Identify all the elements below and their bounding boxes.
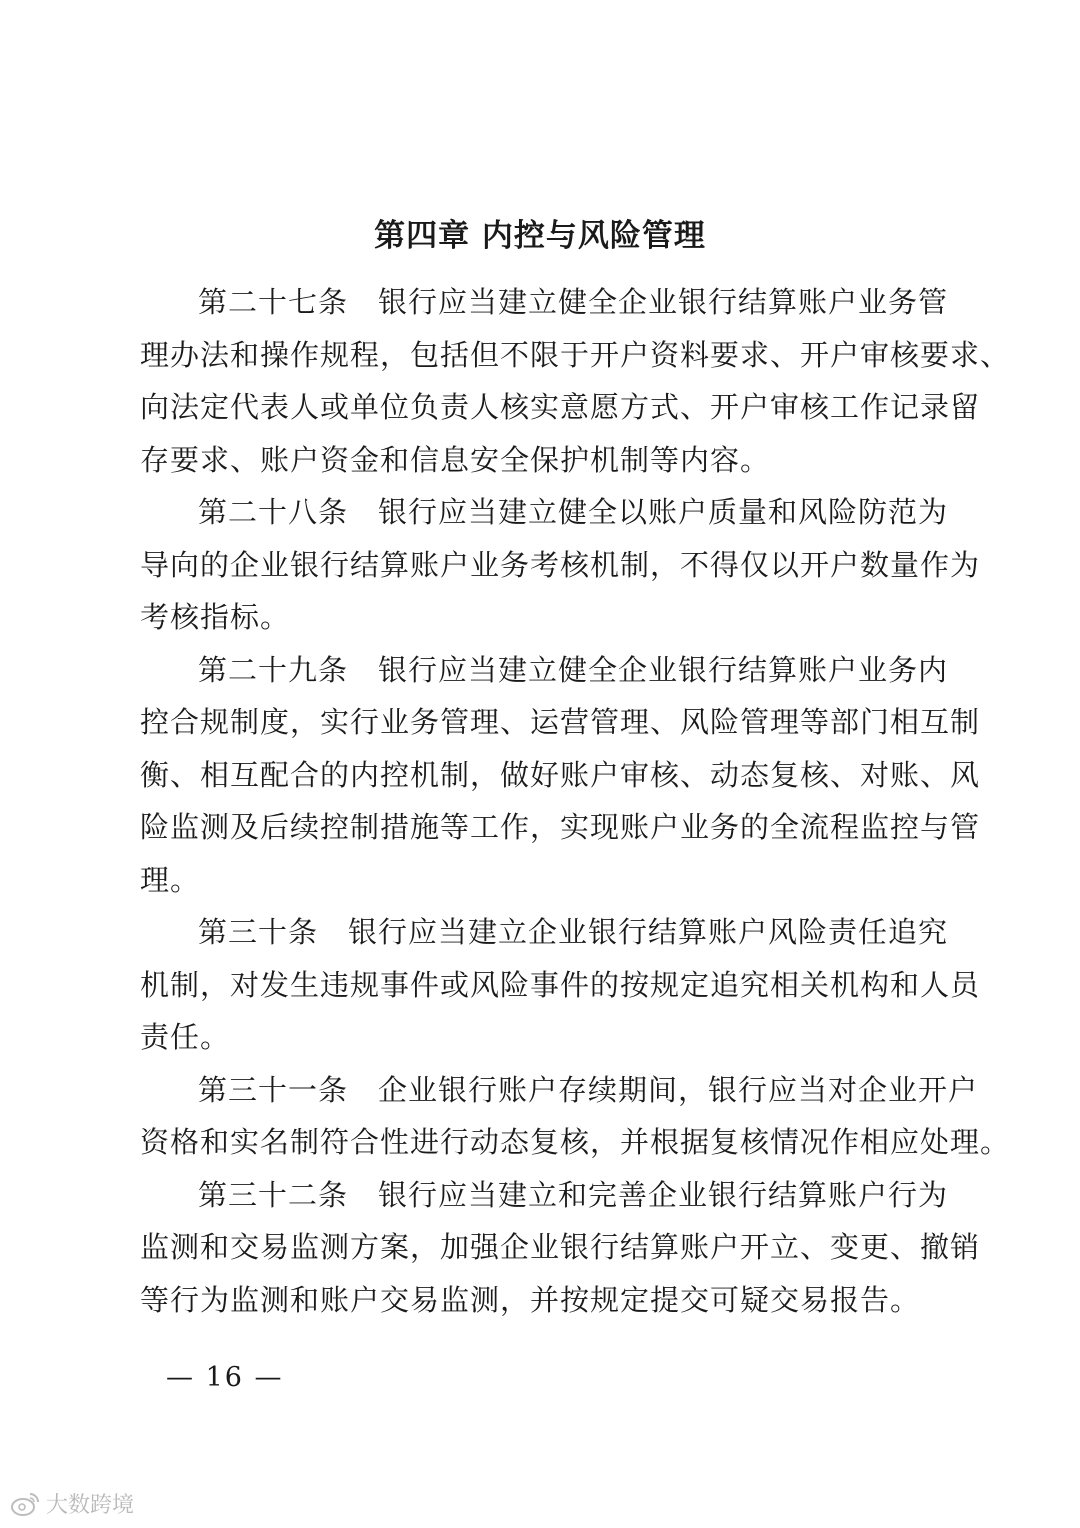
- watermark-text: 大数跨境: [46, 1493, 135, 1518]
- text-line: 第二十七条 银行应当建立健全企业银行结算账户业务管: [198, 285, 949, 319]
- body-text: [140, 276, 1011, 1326]
- watermark: [10, 1488, 134, 1519]
- text-line: 第三十条 银行应当建立企业银行结算账户风险责任追究: [198, 915, 949, 949]
- text-line: 责任。: [140, 1020, 231, 1054]
- page-number: — 16 —: [166, 1362, 284, 1393]
- text-line: 第三十一条 企业银行账户存续期间，银行应当对企业开户: [198, 1072, 979, 1107]
- text-line: 向法定代表人或单位负责人核实意愿方式、开户审核工作记录留: [140, 390, 981, 424]
- chapter-title: 第四章 内控与风险管理: [374, 218, 706, 254]
- text-line: 考核指标。: [140, 600, 291, 634]
- text-line: 控合规制度，实行业务管理、运营管理、风险管理等部门相互制: [140, 705, 981, 739]
- text-line: 险监测及后续控制措施等工作，实现账户业务的全流程监控与管: [140, 810, 981, 844]
- text-line: 机制，对发生违规事件或风险事件的按规定追究相关机构和人员: [140, 967, 981, 1002]
- text-line: 存要求、账户资金和信息安全保护机制等内容。: [140, 442, 771, 477]
- text-line: 导向的企业银行结算账户业务考核机制，不得仅以开户数量作为: [140, 547, 981, 582]
- text-line: 第三十二条 银行应当建立和完善企业银行结算账户行为: [198, 1177, 949, 1212]
- text-line: 资格和实名制符合性进行动态复核，并根据复核情况作相应处理。: [140, 1125, 1011, 1159]
- text-line: 理办法和操作规程，包括但不限于开户资料要求、开户审核要求、: [140, 337, 1011, 372]
- text-line: 第二十九条 银行应当建立健全企业银行结算账户业务内: [198, 652, 949, 687]
- text-line: 理。: [140, 862, 201, 897]
- text-line: 监测和交易监测方案，加强企业银行结算账户开立、变更、撤销: [140, 1230, 981, 1264]
- weibo-logo-icon: [10, 1491, 40, 1517]
- text-line: 衡、相互配合的内控机制，做好账户审核、动态复核、对账、风: [140, 757, 981, 792]
- text-line: 第二十八条 银行应当建立健全以账户质量和风险防范为: [198, 495, 949, 529]
- text-line: 等行为监测和账户交易监测，并按规定提交可疑交易报告。: [140, 1282, 921, 1317]
